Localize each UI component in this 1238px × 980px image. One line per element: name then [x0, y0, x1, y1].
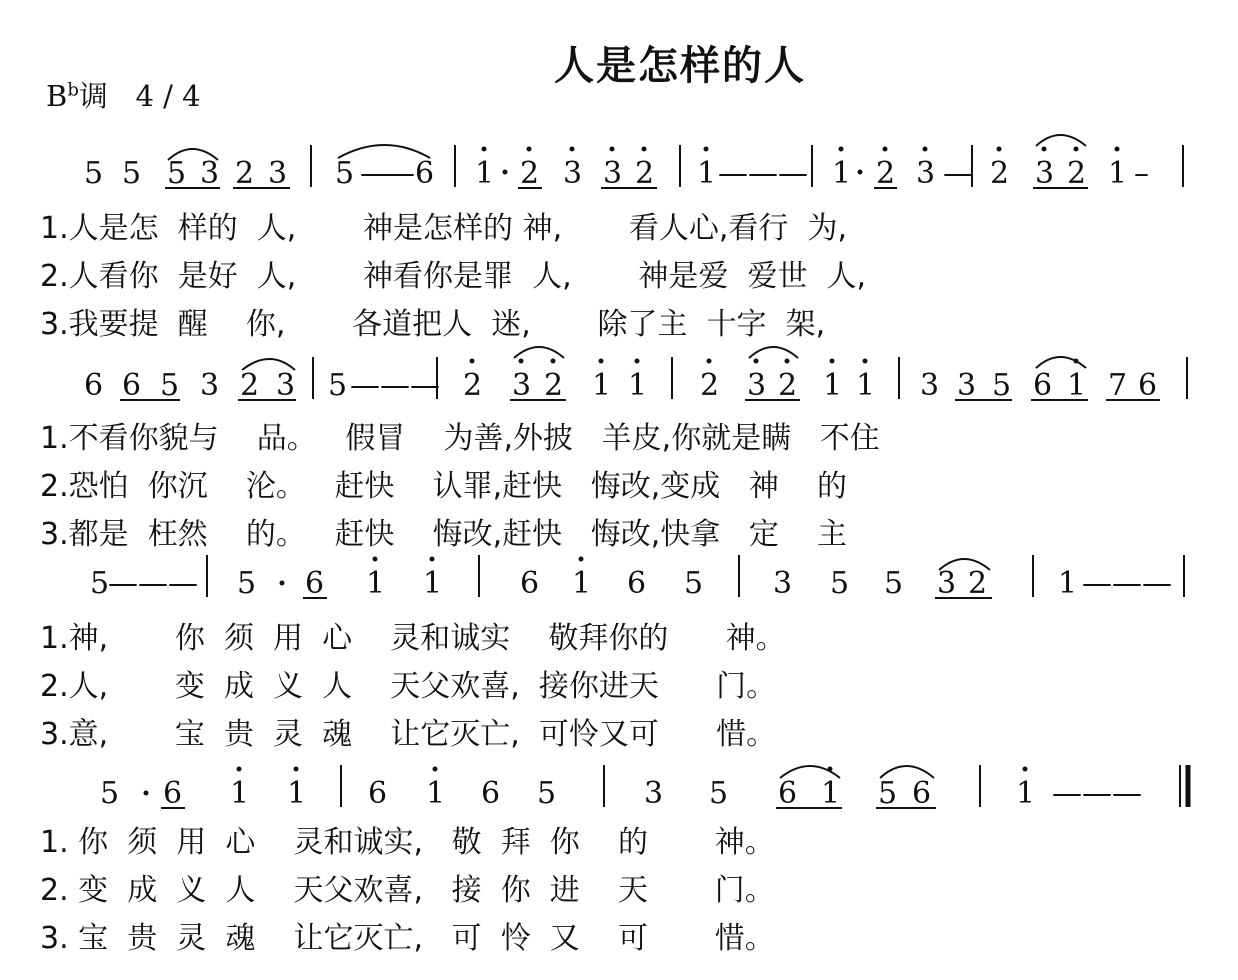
lyric-line-2-verse-1: 1.不看你貌与 品。 假冒 为善,外披 羊皮,你就是瞒 不住: [40, 421, 880, 456]
svg-text:7: 7: [1108, 368, 1128, 403]
svg-text:1: 1: [1108, 156, 1128, 191]
svg-text:6: 6: [912, 776, 932, 811]
svg-text:1: 1: [628, 368, 648, 403]
notation-line-3: [90, 555, 1184, 601]
svg-text:5: 5: [992, 368, 1012, 403]
svg-text:3: 3: [563, 156, 583, 191]
svg-text:5: 5: [100, 776, 120, 811]
svg-text:2: 2: [700, 368, 720, 403]
svg-text:2: 2: [240, 368, 260, 403]
svg-text:3: 3: [747, 368, 767, 403]
svg-text:3: 3: [957, 368, 977, 403]
svg-text:———: ———: [718, 156, 808, 191]
svg-text:3: 3: [200, 368, 220, 403]
svg-text:1: 1: [475, 156, 495, 191]
svg-text:3: 3: [200, 156, 220, 191]
svg-text:2: 2: [968, 566, 988, 601]
lyric-line-3-verse-3: 3.意, 宝 贵 灵 魂 让它灭亡, 可怜又可 惜。: [40, 717, 777, 752]
svg-text:—: —: [360, 156, 390, 191]
svg-text:—: —: [943, 156, 973, 191]
svg-text:1: 1: [230, 776, 250, 811]
svg-text:6: 6: [415, 156, 435, 191]
lyric-line-3-verse-2: 2.人, 变 成 义 人 天父欢喜, 接你进天 门。: [40, 669, 777, 704]
svg-text:6: 6: [1033, 368, 1053, 403]
svg-text:1: 1: [823, 368, 843, 403]
svg-text:5: 5: [709, 776, 729, 811]
svg-text:6: 6: [1138, 368, 1158, 403]
lyric-line-2-verse-3: 3.都是 枉然 的。 赶快 悔改,赶快 悔改,快拿 定 主: [40, 517, 848, 552]
svg-text:1: 1: [426, 776, 446, 811]
svg-text:5: 5: [884, 566, 904, 601]
svg-text:5: 5: [830, 566, 850, 601]
time-signature: 4 / 4: [135, 79, 201, 113]
svg-text:6: 6: [778, 776, 798, 811]
lyric-line-2-verse-2: 2.恐怕 你沉 沦。 赶快 认罪,赶快 悔改,变成 神 的: [40, 469, 848, 504]
svg-text:–: –: [1134, 156, 1149, 191]
svg-text:5: 5: [122, 156, 142, 191]
svg-text:3: 3: [920, 368, 940, 403]
key-accidental: b: [67, 79, 79, 101]
svg-text:5: 5: [328, 368, 348, 403]
lyric-line-1-verse-2: 2.人看你 是好 人, 神看你是罪 人, 神是爱 爱世 人,: [40, 259, 867, 294]
svg-text:5: 5: [335, 156, 355, 191]
svg-text:1: 1: [821, 776, 841, 811]
svg-text:5: 5: [684, 566, 704, 601]
svg-text:6: 6: [481, 776, 501, 811]
svg-text:1: 1: [366, 566, 386, 601]
key-label: 调: [78, 79, 108, 113]
svg-text:2: 2: [520, 156, 540, 191]
svg-text:2: 2: [235, 156, 255, 191]
svg-text:5: 5: [167, 156, 187, 191]
svg-text:1: 1: [572, 566, 592, 601]
svg-text:6: 6: [163, 776, 183, 811]
svg-text:5: 5: [160, 368, 180, 403]
svg-text:———: ———: [1052, 776, 1142, 811]
svg-text:2: 2: [876, 156, 896, 191]
svg-text:2: 2: [635, 156, 655, 191]
svg-text:1: 1: [592, 368, 612, 403]
song-title: 人是怎样的人: [554, 43, 806, 89]
svg-text:5: 5: [237, 566, 257, 601]
svg-text:1: 1: [1058, 566, 1078, 601]
svg-text:1: 1: [856, 368, 876, 403]
svg-text:3: 3: [268, 156, 288, 191]
svg-text:1: 1: [697, 156, 717, 191]
lyric-line-3-verse-1: 1.神, 你 须 用 心 灵和诚实 敬拜你的 神。: [40, 621, 786, 656]
svg-text:3: 3: [276, 368, 296, 403]
svg-text:6: 6: [520, 566, 540, 601]
svg-text:3: 3: [603, 156, 623, 191]
svg-text:5: 5: [537, 776, 557, 811]
svg-text:———: ———: [350, 368, 440, 403]
lyric-line-4-verse-2: 2. 变 成 义 人 天父欢喜, 接 你 进 天 门。: [40, 873, 775, 908]
lyric-line-4-verse-1: 1. 你 须 用 心 灵和诚实, 敬 拜 你 的 神。: [40, 825, 775, 860]
svg-text:6: 6: [627, 566, 647, 601]
key-note: B: [46, 79, 68, 113]
svg-text:1: 1: [832, 156, 852, 191]
svg-text:3: 3: [937, 566, 957, 601]
notation-line-4: [100, 765, 1188, 811]
svg-text:3: 3: [916, 156, 936, 191]
svg-text:5: 5: [84, 156, 104, 191]
notation-line-1: [84, 135, 1183, 191]
svg-text:2: 2: [463, 368, 483, 403]
svg-text:———: ———: [108, 566, 198, 601]
svg-text:1: 1: [423, 566, 443, 601]
notation-line-2: [84, 347, 1187, 403]
lyric-line-1-verse-1: 1.人是怎 样的 人, 神是怎样的 神, 看人心,看行 为,: [40, 211, 848, 246]
svg-text:6: 6: [305, 566, 325, 601]
svg-text:1: 1: [1067, 368, 1087, 403]
svg-text:3: 3: [773, 566, 793, 601]
svg-text:3: 3: [644, 776, 664, 811]
svg-text:3: 3: [1035, 156, 1055, 191]
svg-text:2: 2: [1067, 156, 1087, 191]
svg-text:1: 1: [1016, 776, 1036, 811]
svg-text:3: 3: [512, 368, 532, 403]
lyric-line-1-verse-3: 3.我要提 醒 你, 各道把人 迷, 除了主 十字 架,: [40, 307, 826, 342]
svg-text:———: ———: [1082, 566, 1172, 601]
svg-text:1: 1: [287, 776, 307, 811]
lyric-line-4-verse-3: 3. 宝 贵 灵 魂 让它灭亡, 可 怜 又 可 惜。: [40, 921, 775, 956]
svg-text:5: 5: [90, 566, 110, 601]
svg-text:6: 6: [122, 368, 142, 403]
svg-text:2: 2: [544, 368, 564, 403]
svg-text:—: —: [385, 156, 415, 191]
svg-text:6: 6: [368, 776, 388, 811]
svg-text:6: 6: [84, 368, 104, 403]
svg-text:2: 2: [778, 368, 798, 403]
svg-text:2: 2: [990, 156, 1010, 191]
svg-text:5: 5: [878, 776, 898, 811]
